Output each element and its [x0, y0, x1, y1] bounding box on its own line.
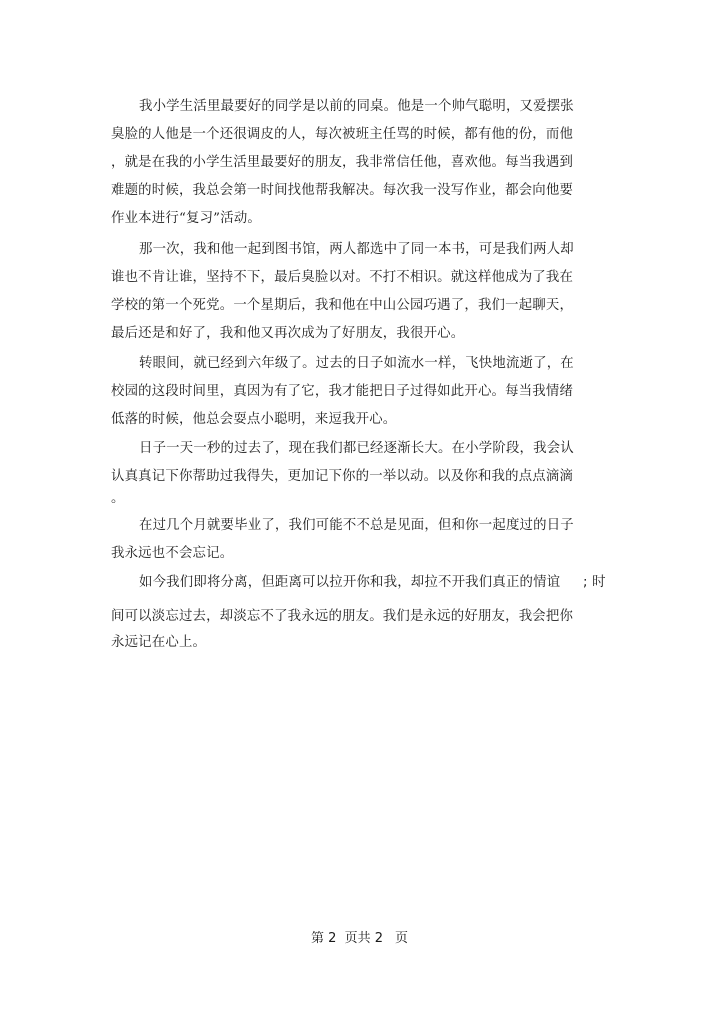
text-line: 间可以淡忘过去，却淡忘不了我永远的朋友。我们是永远的好朋友，我会把你 — [111, 609, 574, 624]
text-line: 谁也不肯让谁，坚持不下，最后臭脸以对。不打不相识。就这样他成为了我在 — [111, 270, 574, 285]
text-line: 学校的第一个死党。一个星期后，我和他在中山公园巧遇了，我们一起聊天， — [111, 298, 574, 313]
text-line: 校园的这段时间里，真因为有了它，我才能把日子过得如此开心。每当我情绪 — [111, 384, 574, 399]
text-line: 作业本进行“复习”活动。 — [111, 211, 261, 226]
text-line: 。 — [111, 491, 125, 506]
text-line: ; 时 — [583, 575, 606, 590]
text-line: 那一次，我和他一起到图书馆，两人都选中了同一本书，可是我们两人却 — [139, 242, 574, 257]
text-line: ，就是在我的小学生活里最要好的朋友，我非常信任他，喜欢他。每当我遇到 — [111, 155, 574, 170]
text-line: 低落的时候，他总会耍点小聪明，来逗我开心。 — [111, 412, 397, 427]
page-footer — [0, 930, 720, 950]
text-line: 如今我们即将分离，但距离可以拉开你和我，却拉不开我们真正的情谊 — [139, 575, 561, 590]
text-line: 臭脸的人他是一个还很调皮的人，每次被班主任骂的时候，都有他的份，而他 — [111, 127, 574, 142]
text-line: 在过几个月就要毕业了，我们可能不不总是见面，但和你一起度过的日子 — [139, 518, 574, 533]
text-line: 永远记在心上。 — [111, 635, 207, 650]
text-line: 转眼间，就已经到六年级了。过去的日子如流水一样，飞快地流逝了，在 — [139, 356, 574, 371]
text-line: 认真真记下你帮助过我得失，更加记下你的一举以动。以及你和我的点点滴滴 — [111, 469, 574, 484]
page-number-prefix: 第 2 页共 2 — [311, 931, 384, 946]
text-line: 日子一天一秒的过去了，现在我们都已经逐渐长大。在小学阶段，我会认 — [139, 441, 574, 456]
page-number-suffix: 页 — [395, 931, 409, 946]
text-line: 我小学生活里最要好的同学是以前的同桌。他是一个帅气聪明，又爱摆张 — [139, 99, 574, 114]
text-line: 我永远也不会忘记。 — [111, 546, 234, 561]
text-line: 最后还是和好了，我和他又再次成为了好朋友，我很开心。 — [111, 326, 465, 341]
text-line: 难题的时候，我总会第一时间找他帮我解决。每次我一没写作业，都会向他要 — [111, 183, 574, 198]
